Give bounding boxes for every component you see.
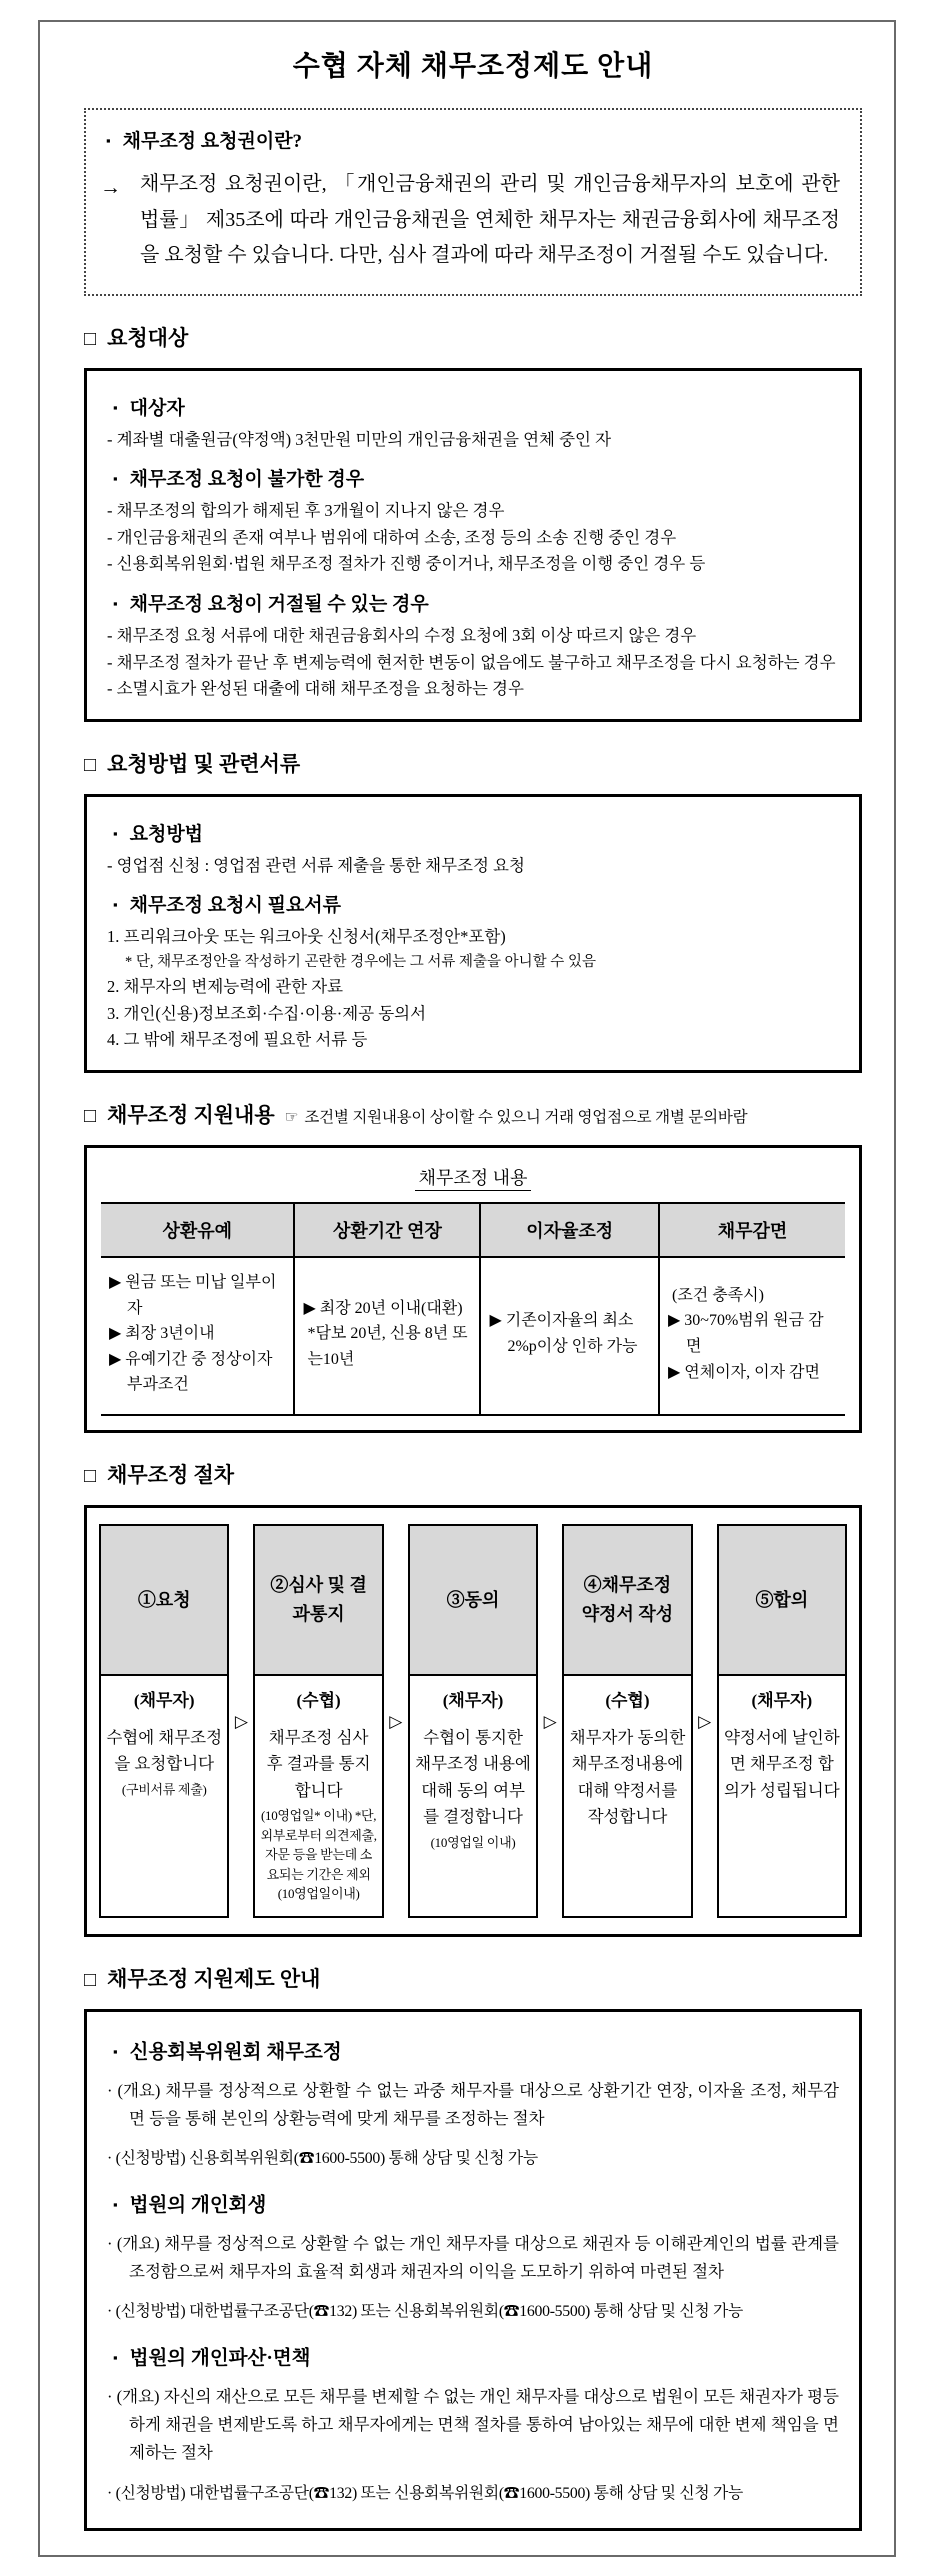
section-note — [285, 1105, 748, 1127]
square-bullet-icon: ▪ — [113, 596, 118, 612]
table-cell-line: *담보 20년, 신용 8년 또는10년 — [307, 1325, 468, 1368]
table-cell-line: ▶ 유예기간 중 정상이자 부과조건 — [109, 1350, 273, 1394]
list-item: 3. 개인(신용)정보조회·수집·이용·제공 동의서 — [107, 1003, 427, 1023]
program-apply: · (신청방법) 대한법률구조공단(☎132) 또는 신용회복위원회(☎1600-5500) 통해 상담 및 신청 가능 — [107, 2484, 743, 2502]
program-court-rehabilitation — [107, 2189, 839, 2324]
flow-step-actor: (채무자) — [442, 1690, 504, 1710]
square-bullet-icon: ▪ — [113, 825, 118, 841]
target-group-not-allowed — [107, 464, 839, 577]
list-item: - 영업점 신청 : 영업점 관련 서류 제출을 통한 채무조정 요청 — [107, 855, 525, 875]
flow-step-actor: (채무자) — [751, 1690, 813, 1710]
support-programs-box — [84, 2009, 862, 2531]
page-title: 수협 자체 채무조정제도 안내 — [292, 51, 654, 82]
section-box-icon: □ — [84, 1105, 97, 1127]
list-item: - 채무조정 요청 서류에 대한 채권금융회사의 수정 요청에 3회 이상 따르지 않은 경우 — [107, 626, 697, 646]
pointing-finger-icon: ☞ — [284, 1109, 299, 1126]
program-ccrs — [107, 2036, 839, 2171]
program-heading — [107, 2189, 839, 2217]
program-heading-text: 신용회복위원회 채무조정 — [129, 2041, 342, 2063]
flow-step-desc: 채무자가 동의한 채무조정내용에 대해 약정서를 작성합니다 — [569, 1727, 686, 1827]
table-cell-repayment-deferral — [101, 1257, 294, 1415]
table-header-cell: 이자율조정 — [480, 1203, 659, 1257]
flow-step-header: ⑤합의 — [719, 1526, 845, 1676]
table-header-cell: 채무감면 — [659, 1203, 845, 1257]
table-cell-line: ▶ 30~70%범위 원금 감면 — [667, 1312, 824, 1355]
list-item: - 계좌별 대출원금(약정액) 3천만원 미만의 개인금융채권을 연체 중인 자 — [107, 429, 612, 449]
table-header-cell: 상환유예 — [101, 1203, 294, 1257]
flow-arrow-icon: ▷ — [234, 1711, 248, 1731]
table-cell-line: ▶ 최장 20년 이내(대환) — [303, 1299, 463, 1317]
program-heading — [107, 2342, 839, 2370]
flow-step-review — [253, 1524, 383, 1918]
list-item: - 채무조정의 합의가 해제된 후 3개월이 지나지 않은 경우 — [107, 501, 505, 521]
table-body-row — [101, 1257, 845, 1415]
flow-step-actor: (수협) — [296, 1690, 341, 1710]
list-item: 4. 그 밖에 채무조정에 필요한 서류 등 — [107, 1030, 368, 1050]
debt-adjustment-table — [101, 1202, 845, 1416]
process-flow — [99, 1524, 847, 1918]
table-cell-line: ▶ 원금 또는 미납 일부이자 — [109, 1274, 277, 1317]
group-heading-text: 요청방법 — [129, 823, 204, 845]
flow-step-actor: (수협) — [605, 1690, 650, 1710]
intro-paragraph — [100, 167, 840, 274]
square-bullet-icon: ▪ — [113, 2043, 118, 2059]
group-heading-text: 대상자 — [129, 397, 185, 419]
intro-box — [84, 108, 862, 296]
program-heading-text: 법원의 개인파산·면책 — [129, 2348, 311, 2370]
program-apply: · (신청방법) 신용회복위원회(☎1600-5500) 통해 상담 및 신청 가능 — [107, 2149, 538, 2167]
target-group-rejectable — [107, 589, 839, 702]
flow-step-desc: 수협에 채무조정을 요청합니다 — [106, 1727, 223, 1774]
flow-step-agreement-draft — [562, 1524, 692, 1918]
intro-heading-text: 채무조정 요청권이란? — [122, 131, 303, 152]
section-heading-support-content — [84, 1099, 862, 1129]
section-title-support-content: 채무조정 지원내용 — [107, 1103, 275, 1127]
table-cell-term-extension — [294, 1257, 480, 1415]
table-header-row — [101, 1203, 845, 1257]
section-box-icon: □ — [84, 1968, 97, 1991]
program-overview: · (개요) 자신의 재산으로 모든 채무를 변제할 수 없는 개인 채무자를 대상으로 법원이 모든 채권자가 평등하게 채권을 변제받도록 하고 채무자에게는 면책 절차를 통하여 남아있는 채무에 대한 변제 책임을 면제하는 절차 — [107, 2387, 839, 2463]
table-cell-line: (조건 충족시) — [671, 1286, 764, 1304]
flow-step-desc: 수협이 통지한 채무조정 내용에 대해 동의 여부를 결정합니다 — [415, 1727, 531, 1827]
flow-step-body — [719, 1676, 845, 1916]
intro-paragraph-text: 채무조정 요청권이란, 「개인금융채권의 관리 및 개인금융채무자의 보호에 관한 법률」 제35조에 따라 개인금융채권을 연체한 채무자는 채권금융회사에 채무조정을 요청할 수 있습니다. 다만, 심사 결과에 따라 채무조정이 거절될 수도 있습니다. — [140, 173, 840, 267]
section-title-support-programs: 채무조정 지원제도 안내 — [107, 1966, 321, 1991]
square-bullet-icon: ▪ — [106, 133, 111, 148]
section-heading-support-programs — [84, 1963, 862, 1993]
flow-step-header: ③동의 — [410, 1526, 536, 1676]
group-heading-text: 채무조정 요청이 거절될 수 있는 경우 — [129, 594, 429, 616]
document-page — [38, 20, 896, 2557]
section-heading-target — [84, 322, 862, 352]
section-box-icon: □ — [84, 753, 97, 776]
flow-step-body — [255, 1676, 381, 1916]
flow-step-header: ①요청 — [101, 1526, 227, 1676]
square-bullet-icon: ▪ — [113, 471, 118, 487]
target-group-subjects — [107, 393, 839, 453]
list-item-footnote: * 단, 채무조정안을 작성하기 곤란한 경우에는 그 서류 제출을 아니할 수 있음 — [125, 953, 596, 970]
table-cell-line: ▶ 연체이자, 이자 감면 — [667, 1363, 820, 1381]
section-heading-method — [84, 748, 862, 778]
flow-step-note: (10영업일 이내) — [430, 1834, 516, 1850]
section-title-target: 요청대상 — [107, 325, 189, 350]
flow-step-request — [99, 1524, 229, 1918]
group-heading — [107, 464, 839, 491]
program-heading-text: 법원의 개인회생 — [129, 2195, 267, 2216]
section-title-process: 채무조정 절차 — [107, 1462, 235, 1487]
method-group-documents — [107, 890, 839, 1053]
section-box-icon: □ — [84, 327, 97, 350]
table-cell-line: ▶ 기존이자율의 최소 2%p이상 인하 가능 — [489, 1312, 638, 1355]
group-heading — [107, 890, 839, 917]
table-caption — [101, 1164, 845, 1190]
section-note-text: 조건별 지원내용이 상이할 수 있으니 거래 영업점으로 개별 문의바람 — [304, 1109, 748, 1126]
support-content-box — [84, 1145, 862, 1433]
intro-heading — [100, 126, 840, 153]
flow-arrow-icon: ▷ — [389, 1711, 403, 1731]
group-heading — [107, 393, 839, 420]
list-item: - 신용회복위원회·법원 채무조정 절차가 진행 중이거나, 채무조정을 이행 중인 경우 등 — [107, 554, 706, 574]
flow-arrow-icon: ▷ — [698, 1711, 712, 1731]
square-bullet-icon: ▪ — [113, 897, 118, 913]
program-heading — [107, 2036, 839, 2064]
flow-step-desc: 약정서에 날인하면 채무조정 합의가 성립됩니다 — [723, 1727, 840, 1800]
program-overview: · (개요) 채무를 정상적으로 상환할 수 없는 개인 채무자를 대상으로 채권자 등 이해관계인의 법률 관계를 조정함으로써 채무자의 효율적 회생과 채권자의 이익을 도모하기 위하여 마련된 절차 — [107, 2234, 839, 2282]
flow-step-header: ②심사 및 결과통지 — [255, 1526, 381, 1676]
flow-step-note: (10영업일* 이내) *단, 외부로부터 의견제출,자문 등을 받는데 소요되는 기간은 제외(10영업일이내) — [260, 1808, 377, 1902]
list-item: - 소멸시효가 완성된 대출에 대해 채무조정을 요청하는 경우 — [107, 679, 524, 699]
flow-step-header: ④채무조정 약정서 작성 — [564, 1526, 690, 1676]
program-overview: · (개요) 채무를 정상적으로 상환할 수 없는 과중 채무자를 대상으로 상환기간 연장, 이자율 조정, 채무감면 등을 통해 본인의 상환능력에 맞게 채무를 조정하는 절차 — [107, 2080, 839, 2128]
group-heading — [107, 589, 839, 616]
group-heading-text: 채무조정 요청시 필요서류 — [129, 895, 342, 917]
square-bullet-icon: ▪ — [113, 2350, 118, 2366]
flow-step-body — [101, 1676, 227, 1916]
table-cell-line: ▶ 최장 3년이내 — [109, 1325, 215, 1343]
flow-step-actor: (채무자) — [133, 1690, 195, 1710]
table-header-cell: 상환기간 연장 — [294, 1203, 480, 1257]
flow-step-settlement — [717, 1524, 847, 1918]
process-box — [84, 1505, 862, 1937]
list-item: - 개인금융채권의 존재 여부나 범위에 대하여 소송, 조정 등의 소송 진행 중인 경우 — [107, 527, 677, 547]
program-apply: · (신청방법) 대한법률구조공단(☎132) 또는 신용회복위원회(☎1600-5500) 통해 상담 및 신청 가능 — [107, 2303, 743, 2321]
flow-step-consent — [408, 1524, 538, 1918]
arrow-right-icon: → — [100, 175, 121, 199]
method-group-how — [107, 819, 839, 879]
section-box-icon: □ — [84, 1464, 97, 1487]
square-bullet-icon: ▪ — [113, 2197, 118, 2212]
flow-step-body — [410, 1676, 536, 1916]
group-heading — [107, 819, 839, 846]
table-cell-debt-reduction — [659, 1257, 845, 1415]
flow-step-body — [564, 1676, 690, 1916]
table-cell-rate-adjustment — [480, 1257, 659, 1415]
list-item: - 채무조정 절차가 끝난 후 변제능력에 현저한 변동이 없음에도 불구하고 채무조정을 다시 요청하는 경우 — [107, 652, 836, 672]
list-item: 1. 프리워크아웃 또는 워크아웃 신청서(채무조정안*포함) — [107, 927, 506, 947]
group-heading-text: 채무조정 요청이 불가한 경우 — [129, 469, 365, 491]
section-title-method: 요청방법 및 관련서류 — [107, 751, 301, 776]
flow-step-note: (구비서류 제출) — [121, 1781, 207, 1797]
target-box — [84, 368, 862, 722]
flow-arrow-icon: ▷ — [543, 1711, 557, 1731]
method-box — [84, 794, 862, 1073]
section-heading-process — [84, 1459, 862, 1489]
table-caption-text: 채무조정 내용 — [415, 1168, 532, 1191]
square-bullet-icon: ▪ — [113, 399, 118, 415]
flow-step-desc: 채무조정 심사 후 결과를 통지합니다 — [266, 1727, 371, 1800]
program-court-bankruptcy — [107, 2342, 839, 2505]
list-item: 2. 채무자의 변제능력에 관한 자료 — [107, 977, 344, 997]
